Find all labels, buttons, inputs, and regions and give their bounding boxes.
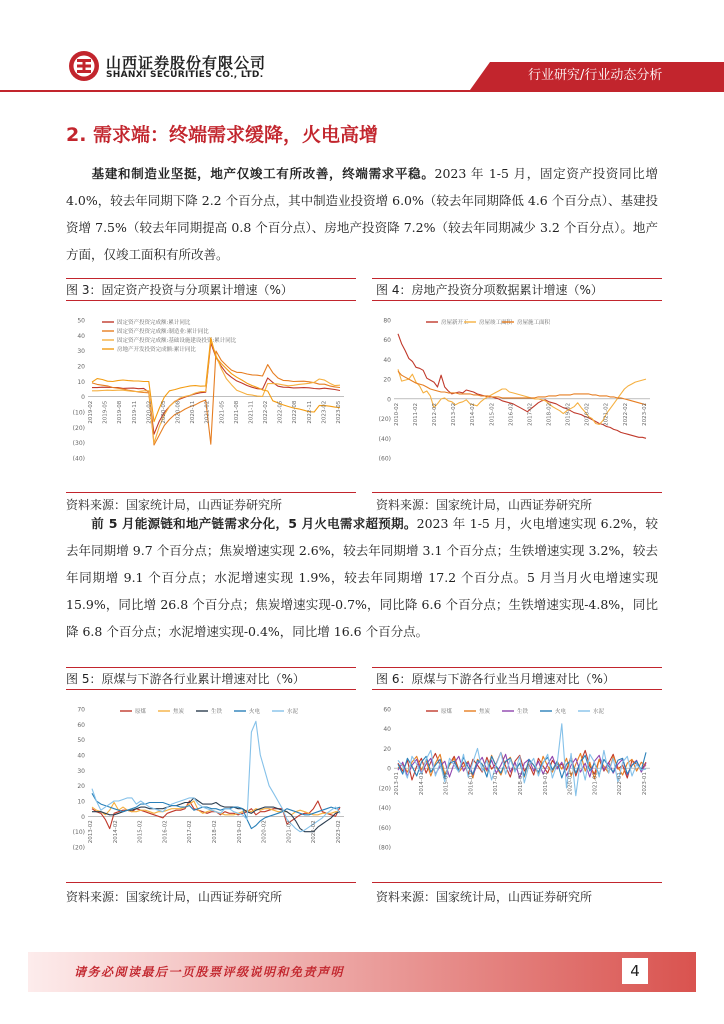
x-tick-label: 2023-05	[335, 400, 342, 424]
y-tick-label: (10)	[72, 829, 85, 837]
figure-6-chart	[372, 697, 662, 877]
legend-label: 固定资产投资完成额:制造业:累计同比	[117, 329, 209, 336]
x-tick-label: 2018-02	[212, 820, 219, 844]
x-tick-label: 2022-05	[277, 400, 284, 424]
y-tick-label: 20	[77, 363, 85, 371]
legend-label: 原煤	[135, 709, 147, 716]
x-tick-label: 2016-02	[162, 820, 169, 844]
x-tick-label: 2014-01	[418, 772, 425, 796]
figure-title-underline-left	[66, 689, 356, 690]
shanxi-securities-logo-icon	[68, 50, 100, 82]
x-tick-label: 2013-02	[88, 820, 95, 844]
legend-label: 原煤	[441, 709, 453, 716]
y-tick-label: 60	[383, 706, 391, 714]
legend-label: 水泥	[287, 709, 299, 716]
chart-legend	[102, 318, 237, 353]
header-rule	[0, 90, 724, 92]
x-tick-label: 2022-01	[617, 772, 624, 796]
x-tick-label: 2020-02	[146, 400, 153, 424]
x-tick-label: 2014-02	[470, 402, 477, 426]
y-tick-label: 60	[383, 337, 391, 345]
y-tick-label: 30	[77, 767, 85, 775]
legend-label: 房屋竣工面积	[479, 320, 513, 327]
x-tick-label: 2015-01	[443, 772, 450, 796]
chart-legend	[426, 707, 605, 715]
figure-5-title: 图 5：原煤与下游各行业累计增速对比（%）	[66, 672, 305, 686]
figure-6-title: 图 6：原煤与下游各行业当月增速对比（%）	[376, 672, 615, 686]
y-tick-label: (20)	[378, 416, 391, 424]
x-tick-label: 2023-02	[321, 400, 328, 424]
x-tick-label: 2020-02	[261, 820, 268, 844]
x-tick-label: 2019-05	[102, 400, 109, 424]
x-tick-label: 2019-02	[236, 820, 243, 844]
figure-source-rule-right	[372, 882, 662, 883]
x-tick-label: 2019-02	[87, 400, 94, 424]
x-tick-label: 2021-08	[233, 400, 240, 424]
page-number: 4	[622, 958, 648, 984]
y-tick-label: (20)	[378, 785, 391, 793]
y-tick-label: 80	[383, 317, 391, 325]
x-tick-label: 2019-01	[542, 772, 549, 796]
x-tick-label: 2020-01	[567, 772, 574, 796]
y-tick-label: (80)	[378, 844, 391, 852]
y-tick-label: (30)	[72, 440, 85, 448]
legend-label: 火电	[249, 709, 261, 716]
report-category-tag: 行业研究/行业动态分析	[528, 68, 663, 83]
figure-4-title: 图 4：房地产投资分项数据累计增速（%）	[376, 283, 603, 297]
figure-6-source: 资料来源：国家统计局，山西证券研究所	[376, 890, 593, 904]
paragraph-lead: 基建和制造业坚挺，地产仅竣工有所改善，终端需求平稳。	[91, 166, 435, 181]
y-tick-label: (40)	[378, 435, 391, 443]
y-tick-label: 0	[81, 813, 85, 821]
x-tick-label: 2021-02	[286, 820, 293, 844]
x-tick-label: 2022-02	[622, 402, 629, 426]
x-tick-label: 2020-11	[190, 400, 197, 424]
y-tick-label: (40)	[72, 455, 85, 463]
paragraph-lead: 前 5 月能源链和地产链需求分化，5 月火电需求超预期。	[91, 516, 417, 531]
x-tick-label: 2017-02	[187, 820, 194, 844]
chart-legend	[426, 318, 551, 326]
x-tick-label: 2022-02	[311, 820, 318, 844]
y-tick-label: 10	[77, 378, 85, 386]
figure-source-rule-left	[66, 492, 356, 493]
x-tick-label: 2022-11	[306, 400, 313, 424]
y-tick-label: 40	[77, 752, 85, 760]
figure-source-rule-left	[66, 882, 356, 883]
y-tick-label: (20)	[72, 424, 85, 432]
x-tick-label: 2020-08	[175, 400, 182, 424]
x-tick-label: 2019-08	[117, 400, 124, 424]
x-tick-label: 2015-02	[489, 402, 496, 426]
figure-source-rule-right	[372, 492, 662, 493]
series-line	[92, 351, 340, 445]
x-tick-label: 2021-02	[603, 402, 610, 426]
figure-title-underline-left	[66, 300, 356, 301]
x-tick-label: 2015-02	[137, 820, 144, 844]
y-tick-label: 50	[77, 737, 85, 745]
paragraph-body: 2023 年 1-5 月，火电增速实现 6.2%，较去年同期增 9.7 个百分点；焦炭增速实现 2.6%，较去年同期增 3.1 个百分点；生铁增速实现 3.2%，较去年同期增 9.1 个百分点；水泥增速实现 1.9%，较去年同期增 17.2 个百分点。5 月当月火电增速实现 15.9%，同比增 26.8 个百分点；焦炭增速实现-0.7%，同比降 6.6 个百分点；生铁增速实现-4.8%，同比降 6.8 个百分点；水泥增速实现-0.4%，同比增 16.6 个百分点。	[66, 516, 659, 639]
y-tick-label: 10	[77, 798, 85, 806]
legend-label: 房地产开发投资完成额:累计同比	[117, 347, 196, 354]
legend-label: 生铁	[517, 709, 529, 716]
figure-title-rule-right	[372, 278, 662, 279]
x-tick-label: 2020-02	[584, 402, 591, 426]
x-tick-label: 2016-01	[468, 772, 475, 796]
paragraph-body: 2023 年 1-5 月，固定资产投资同比增 4.0%，较去年同期下降 2.2 个百分点，其中制造业投资增 6.0%（较去年同期降低 4.6 个百分点）、基建投资增 7.5%（较去年同期提高 0.8 个百分点）、房地产投资降 7.2%（较去年同期减少 3.2 个百分点）。地产方面，仅竣工面积有所改善。	[66, 166, 658, 262]
y-tick-label: 20	[77, 783, 85, 791]
x-tick-label: 2010-02	[393, 402, 400, 426]
figure-4-chart	[372, 308, 662, 488]
x-tick-label: 2021-05	[219, 400, 226, 424]
x-tick-label: 2019-11	[131, 400, 138, 424]
y-tick-label: (60)	[378, 824, 391, 832]
y-tick-label: (40)	[378, 805, 391, 813]
series-line	[92, 721, 340, 831]
y-tick-label: 0	[81, 394, 85, 402]
x-tick-label: 2017-02	[527, 402, 534, 426]
figure-title-underline-right	[372, 689, 662, 690]
legend-label: 固定资产投资完成额:基础设施建设投资:累计同比	[117, 338, 237, 345]
x-tick-label: 2012-02	[432, 402, 439, 426]
y-tick-label: 50	[77, 317, 85, 325]
figure-4-source: 资料来源：国家统计局，山西证券研究所	[376, 498, 593, 512]
paragraph-energy-chain	[66, 510, 658, 645]
y-tick-label: 0	[387, 396, 391, 404]
section-title: 2. 需求端：终端需求缓降，火电高增	[66, 124, 379, 146]
y-tick-label: 40	[383, 726, 391, 734]
y-tick-label: 30	[77, 348, 85, 356]
figure-title-rule-left	[66, 667, 356, 668]
footer-disclaimer: 请务必阅读最后一页股票评级说明和免责声明	[74, 965, 345, 979]
x-tick-label: 2021-11	[248, 400, 255, 424]
figure-3-source: 资料来源：国家统计局，山西证券研究所	[66, 498, 283, 512]
y-tick-label: 70	[77, 706, 85, 714]
figure-5-source: 资料来源：国家统计局，山西证券研究所	[66, 890, 283, 904]
legend-label: 房屋新开工	[441, 320, 469, 327]
y-tick-label: (60)	[378, 455, 391, 463]
x-tick-label: 2021-01	[592, 772, 599, 796]
company-name-en: SHANXI SECURITIES CO., LTD.	[106, 70, 264, 80]
x-tick-label: 2014-02	[112, 820, 119, 844]
x-tick-label: 2019-02	[565, 402, 572, 426]
x-tick-label: 2022-02	[263, 400, 270, 424]
y-tick-label: (20)	[72, 844, 85, 852]
y-tick-label: 40	[77, 332, 85, 340]
figure-3-title: 图 3：固定资产投资与分项累计增速（%）	[66, 283, 293, 297]
x-tick-label: 2013-01	[394, 772, 401, 796]
x-tick-label: 2020-05	[160, 400, 167, 424]
figure-5-chart	[66, 697, 356, 877]
x-tick-label: 2022-08	[292, 400, 299, 424]
y-tick-label: 0	[387, 765, 391, 773]
x-tick-label: 2017-01	[493, 772, 500, 796]
figure-3-chart	[66, 308, 356, 488]
legend-label: 火电	[555, 709, 567, 716]
figure-title-rule-right	[372, 667, 662, 668]
x-tick-label: 2023-02	[641, 402, 648, 426]
legend-label: 固定资产投资完成额:累计同比	[117, 320, 191, 327]
figure-title-rule-left	[66, 278, 356, 279]
x-tick-label: 2018-01	[518, 772, 525, 796]
x-tick-label: 2013-02	[451, 402, 458, 426]
x-tick-label: 2016-02	[508, 402, 515, 426]
legend-label: 房屋施工面积	[517, 320, 551, 327]
figure-title-underline-right	[372, 300, 662, 301]
y-tick-label: 20	[383, 745, 391, 753]
company-name-cn: 山西证券股份有限公司	[106, 54, 267, 72]
x-tick-label: 2021-02	[204, 400, 211, 424]
legend-label: 水泥	[593, 709, 605, 716]
x-tick-label: 2023-01	[642, 772, 649, 796]
chart-legend	[120, 707, 299, 715]
y-tick-label: 20	[383, 376, 391, 384]
y-tick-label: (10)	[72, 409, 85, 417]
legend-label: 焦炭	[479, 709, 491, 716]
legend-label: 焦炭	[173, 709, 185, 716]
x-tick-label: 2011-02	[413, 402, 420, 426]
series-line	[398, 371, 646, 405]
paragraph-demand-overview	[66, 160, 658, 268]
y-tick-label: 40	[383, 356, 391, 364]
x-tick-label: 2023-02	[336, 820, 343, 844]
legend-label: 生铁	[211, 709, 223, 716]
x-tick-label: 2018-02	[546, 402, 553, 426]
y-tick-label: 60	[77, 721, 85, 729]
